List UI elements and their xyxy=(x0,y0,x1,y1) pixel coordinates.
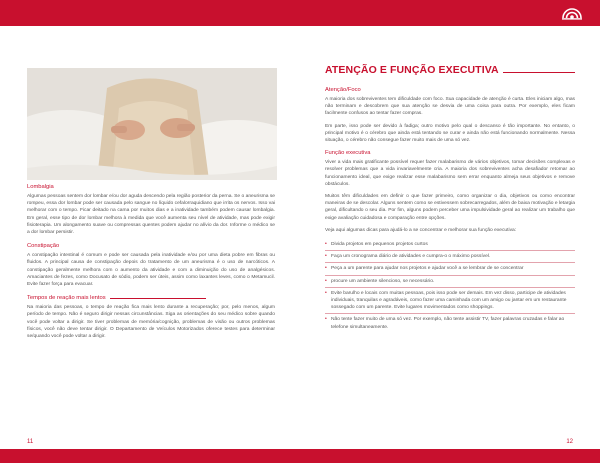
top-bar xyxy=(0,0,600,26)
title-underline xyxy=(110,298,206,299)
list-item: • Não tente fazer muito de uma só vez. Por exemplo, não tente assistir TV, fazer palavras cruzadas e falar ao telefone simultaneamente. xyxy=(325,316,565,330)
title-rule xyxy=(503,72,575,73)
list-item: • Divida projetos em pequenos projetos curtos xyxy=(325,239,575,251)
focus-title: Atenção/Foco xyxy=(325,87,361,93)
focus-paragraph: A maioria dos sobreviventes tem dificuldade com foco. Sua capacidade de atenção é curta. Eles iniciam algo, mas não terminam e descobrem que sua atenção se desvia de uma coisa para outra. Por exemplo, eles ficam facilmente confusos ao tentar fazer compras. xyxy=(325,97,575,117)
list-item: • procure um ambiente silencioso, se necessário. xyxy=(325,276,575,288)
section-tempos-reacao xyxy=(27,294,275,340)
exec-paragraph: Muitos têm dificuldades em definir o que fazer primeiro, como organizar o dia, objetivos ou como encontrar maneiras de se descolar. Alguns sentem como se estivessem sobrecarregados, além de baixa motivação e letargia geral, dificultando o seu dia. Por fim, alguns podem perceber uma impulsividade geral ao realizar um trabalho que exige avaliação cuidadosa e comparação entre opções. xyxy=(325,194,575,221)
bullet-icon: • xyxy=(325,241,327,248)
section-title: Tempos de reação mais lentos xyxy=(27,295,106,302)
right-column xyxy=(325,64,575,333)
section-text: Na maioria das pessoas, o tempo de reação fica mais lento durante a recuperação; por, pelo menos, algum período de tempo. Não é seguro dirigir nessas circunstâncias. Siga as orientações do seu médico sobre quando você pode voltar a dirigir. Se tiver problemas de memória/cognição, problemas de visão ou outros problemas físicos, você não deve tentar dirigir. O Departamento de Veículos Motorizados oferece testes para determinar se/quando você pode voltar a dirigir. xyxy=(27,305,275,340)
section-constipacao xyxy=(27,242,275,288)
section-lombalgia xyxy=(27,183,275,236)
section-title: Constipação xyxy=(27,243,60,250)
section-text: A constipação intestinal é comum e pode ser causada pela inatividade e/ou por uma dieta pobre em fibras ou fluidos. A principal causa de constipação depois do tratamento de um aneurisma é o uso de narcóticos. A constipação geralmente melhora com o aumento da atividade e com a diminuição do uso de analgésicos. Amaciantes de fezes, como Docusato de sódio, podem ser úteis, assim como laxantes leves, como o Metamucil. Evite fazer força para evacuar. xyxy=(27,253,275,288)
bullet-icon: • xyxy=(325,277,327,284)
left-column xyxy=(27,183,275,345)
bullet-icon: • xyxy=(325,253,327,260)
exec-paragraph: Viver a vida mais gratificante possível requer fazer malabarismo de vários objetivos, tomar decisões complexas e resolver problemas que a vida invariavelmente cria. A maioria dos sobreviventes acha desafiador retomar ao funcionamento ideal, que exige realizar esse malabarismo sem errar enquanto almeja seus objetivos e remove obstáculos. xyxy=(325,160,575,187)
tips-list xyxy=(325,239,575,333)
bullet-icon: • xyxy=(325,316,327,323)
section-title: Lombalgia xyxy=(27,184,54,190)
list-item: • Evite barulho e locais com muitas pessoas, pois isso pode ser demais. Em vez disso, participe de atividades individuais, tranquilas e agradáveis, como fazer uma caminhada com um amigo ou jantar em um restaurante sossegado com um parente. Evite lugares movimentados como shoppings. xyxy=(325,288,575,315)
bottom-bar xyxy=(0,449,600,463)
bullet-icon: • xyxy=(325,265,327,272)
list-item: • Peça a um parente para ajudar nos projetos e ajudar você a se lembrar de se concentrar xyxy=(325,263,575,275)
exec-title: Função executiva xyxy=(325,150,371,157)
hero-photo xyxy=(27,68,277,180)
page-number-right: 12 xyxy=(566,439,573,445)
bullet-icon: • xyxy=(325,289,327,296)
section-text: Algumas pessoas sentem dor lombar e/ou dor aguda descendo pela região posterior da perna. Se o aneurisma se rompeu, essa dor lombar pode ser causada pelo sangue no líquido cefalorraquidiano que irrita os nervos. Isso vai melhorar com o tempo. Ficar deitado na cama por muitos dias e a inatividade também podem causar lombalgia. Em geral, esse tipo de dor lombar melhora à medida que você aumenta seu nível de atividade, mas pode exigir fisioterapia. Um alongamento suave ou compressas quentes podem ajudar no alívio da dor. Informe o médico se a dor lombar persistir. xyxy=(27,194,275,236)
exec-paragraph: Veja aqui algumas dicas para ajudá-lo a se concentrar e melhorar sua função executiva: xyxy=(325,227,517,233)
list-item: • Faça um cronograma diário de atividades e cumpra-o o máximo possível. xyxy=(325,251,575,263)
page-number-left: 11 xyxy=(27,439,34,445)
brand-logo-icon xyxy=(561,6,583,20)
page-title: ATENÇÃO E FUNÇÃO EXECUTIVA xyxy=(325,64,499,76)
focus-paragraph: Em parte, isso pode ser devido à fadiga; outro motivo pelo qual o descanso é tão importante. No entanto, o principal motivo é o cérebro que ainda está tentando se curar e ainda não está funcionando normalmente. Nessa situação, o cérebro não consegue fazer muito mais de uma só vez. xyxy=(325,123,575,144)
